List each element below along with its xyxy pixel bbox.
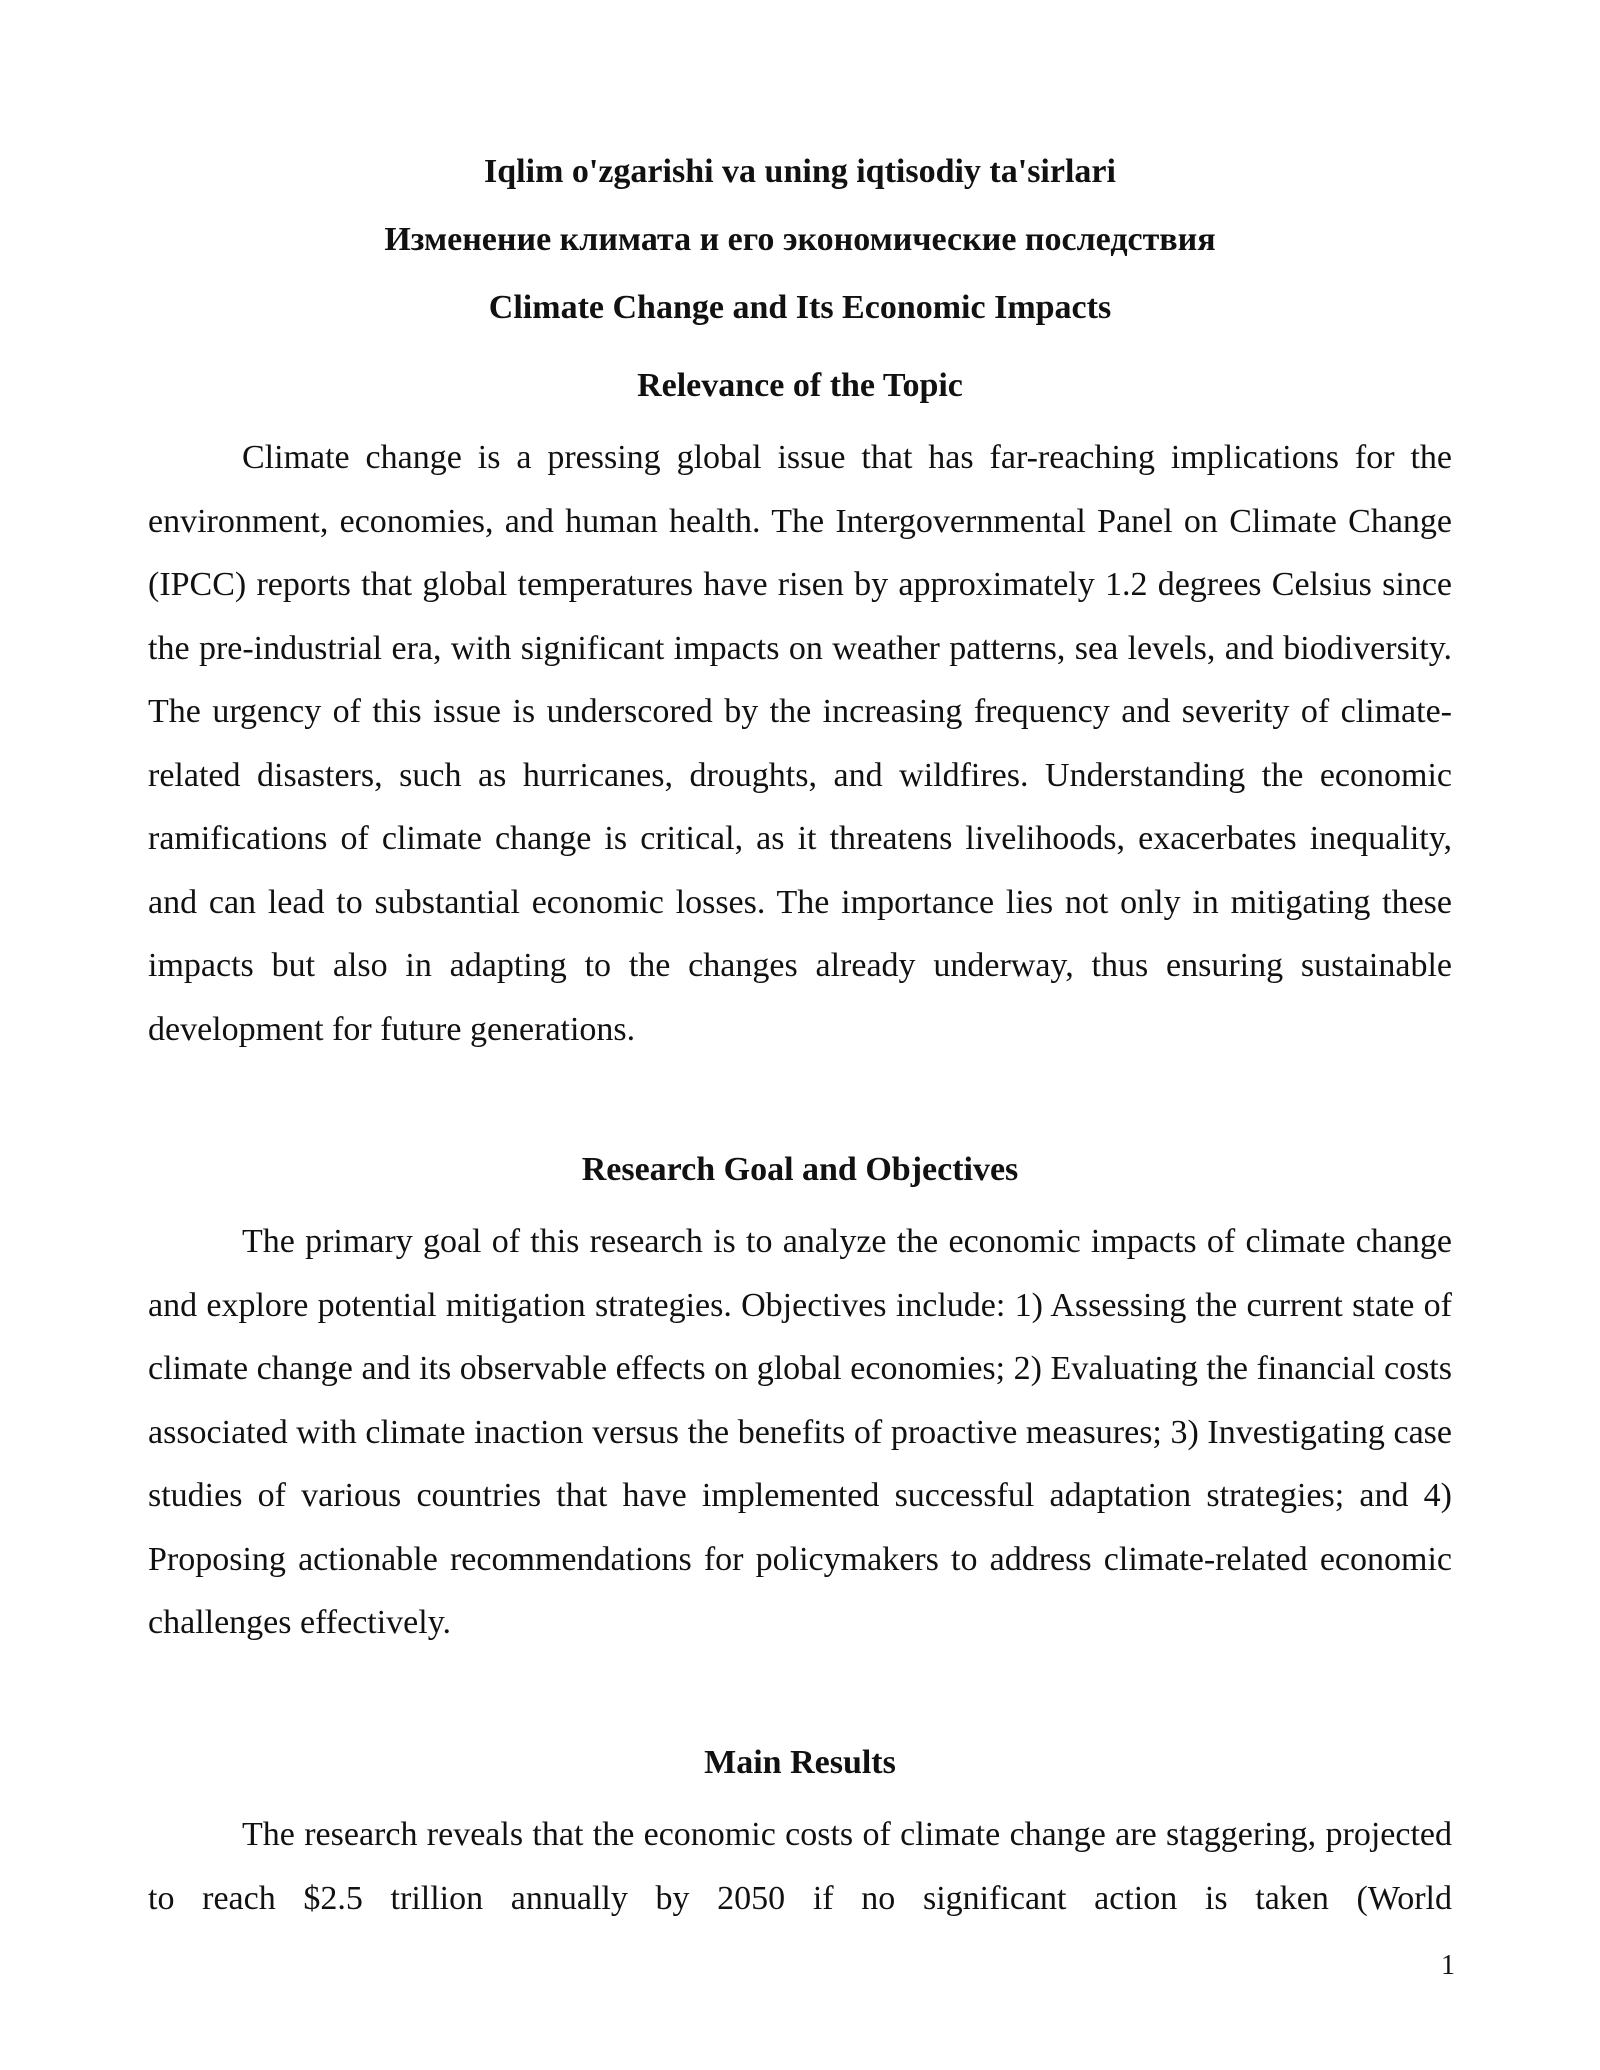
title-russian: Изменение климата и его экономические последствия [384, 221, 1216, 258]
section-heading-relevance: Relevance of the Topic [637, 367, 963, 404]
section-body-research-goal: The primary goal of this research is to analyze the economic impacts of climate change and explore potential mitigation strategies. Objectives include: 1) Assessing the current state of climate change and its observable effects on global economies; 2) Evaluating the financial costs associated with climate inaction versus the benefits of proactive measures; 3) Investigating case studies of various countries that have implemented successful adaptation strategies; and 4) Proposing actionable recommendations for policymakers to address climate-related economic challenges effectively. [148, 1223, 1452, 1641]
title-uzbek: Iqlim o'zgarishi va uning iqtisodiy ta'sirlari [484, 153, 1116, 190]
section-heading-research-goal: Research Goal and Objectives [581, 1151, 1019, 1188]
section-body-relevance: Climate change is a pressing global issue that has far-reaching implications for the environment, economies, and human health. The Intergovernmental Panel on Climate Change (IPCC) reports that global temperatures have risen by approximately 1.2 degrees Celsius since the pre-industrial era, with significant impacts on weather patterns, sea levels, and biodiversity. The urgency of this issue is underscored by the increasing frequency and severity of climate-related disasters, such as hurricanes, droughts, and wildfires. Understanding the economic ramifications of climate change is critical, as it threatens livelihoods, exacerbates inequality, and can lead to substantial economic losses. The importance lies not only in mitigating these impacts but also in adapting to the changes already underway, thus ensuring sustainable development for future generations. [148, 439, 1452, 1048]
page-number: 1 [1441, 1950, 1455, 1981]
title-english: Climate Change and Its Economic Impacts [488, 289, 1112, 326]
section-heading-main-results: Main Results [704, 1744, 896, 1781]
section-body-main-results: The research reveals that the economic costs of climate change are staggering, projected to reach $2.5 trillion annually by 2050 if no significant action is taken (World [148, 1816, 1452, 1917]
